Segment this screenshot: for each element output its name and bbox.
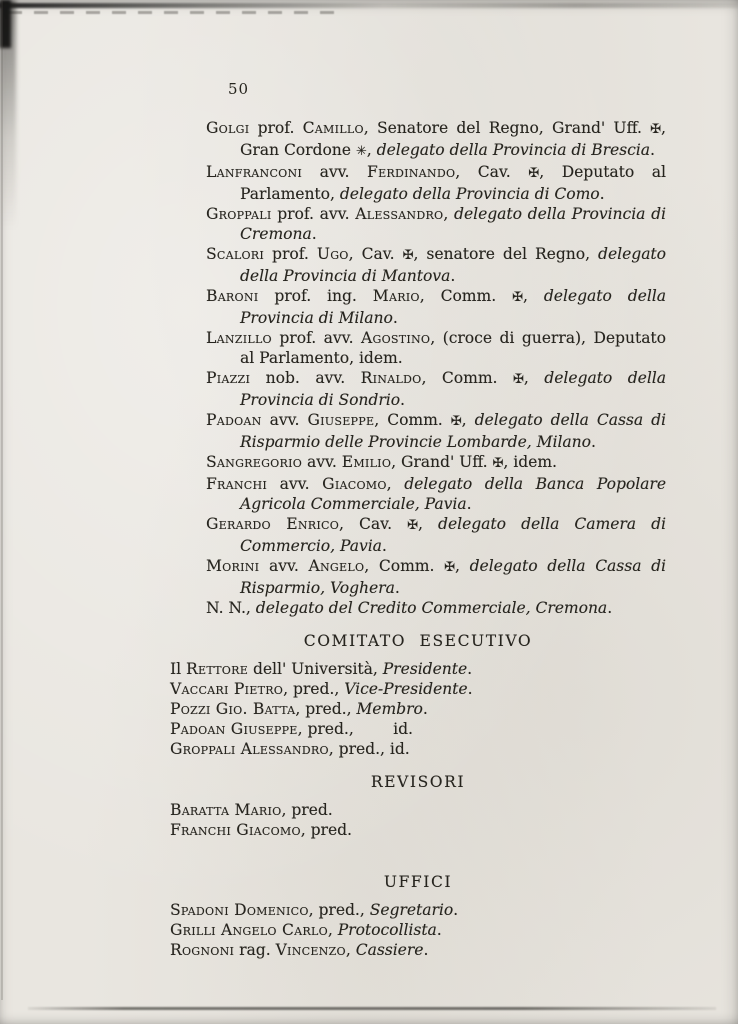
page-number: 50 bbox=[228, 80, 250, 98]
decoration-cross-icon: ✳ bbox=[355, 144, 367, 159]
text-segment: Mario bbox=[372, 287, 420, 305]
list-entry bbox=[170, 474, 666, 514]
text-segment: . bbox=[607, 599, 613, 617]
text-segment: avv. bbox=[261, 411, 308, 429]
text-segment: , Senatore del Regno, Grand' Uff. bbox=[363, 119, 651, 137]
list-entry bbox=[170, 410, 666, 452]
text-segment: prof. bbox=[264, 245, 317, 263]
text-segment: Ferdinando bbox=[367, 163, 456, 181]
text-segment: , pred., id. bbox=[297, 720, 413, 738]
scan-mark-corner-topleft bbox=[0, 0, 11, 48]
text-segment: . bbox=[466, 495, 472, 513]
text-segment: , Comm. bbox=[374, 411, 451, 429]
text-segment: , bbox=[345, 941, 356, 959]
list-entry bbox=[170, 556, 666, 598]
text-segment: . bbox=[392, 309, 398, 327]
text-segment: delegato della Provincia di Brescia bbox=[376, 141, 650, 159]
list-entry bbox=[170, 162, 666, 204]
text-segment: , bbox=[461, 411, 475, 429]
list-entry bbox=[170, 452, 666, 474]
text-segment: avv. bbox=[267, 475, 323, 493]
decoration-cross-icon: ✠ bbox=[512, 290, 523, 305]
text-segment: . bbox=[590, 433, 596, 451]
section-heading: REVISORI bbox=[370, 773, 466, 791]
text-segment: Membro bbox=[356, 700, 423, 718]
list-entry bbox=[170, 739, 666, 759]
text-segment: , bbox=[523, 369, 545, 387]
text-segment: delegato della Banca Popolare Agricola Commerciale, Pavia bbox=[240, 475, 666, 513]
list-entry bbox=[170, 699, 666, 719]
text-segment: . bbox=[453, 901, 459, 919]
text-segment: . bbox=[394, 579, 400, 597]
text-segment: avv. bbox=[259, 557, 309, 575]
text-segment: Franchi bbox=[206, 475, 268, 493]
text-segment: . bbox=[650, 141, 655, 159]
list-entry bbox=[170, 368, 666, 410]
text-segment: , bbox=[366, 141, 377, 159]
list-entry bbox=[170, 514, 666, 556]
text-segment: . bbox=[436, 921, 442, 939]
text-segment: , idem. bbox=[503, 453, 557, 471]
text-segment: Rettore bbox=[186, 660, 249, 678]
text-segment: nob. avv. bbox=[250, 369, 361, 387]
decoration-cross-icon: ✠ bbox=[492, 456, 504, 471]
decoration-cross-icon: ✠ bbox=[528, 166, 540, 181]
list-entry bbox=[170, 598, 666, 618]
text-segment: Lanzillo bbox=[206, 329, 272, 347]
text-segment: , pred., id. bbox=[328, 740, 410, 758]
text-segment: . bbox=[400, 391, 405, 409]
text-segment: Giuseppe bbox=[307, 411, 375, 429]
text-segment: Morini bbox=[206, 557, 260, 575]
list-entry bbox=[170, 118, 666, 162]
text-segment: Vincenzo bbox=[275, 941, 346, 959]
text-block bbox=[170, 118, 666, 960]
text-segment: delegato della Provincia di Sondrio bbox=[240, 369, 666, 409]
list-entry bbox=[170, 244, 666, 286]
text-segment: , bbox=[455, 557, 470, 575]
text-segment: prof. avv. bbox=[271, 205, 356, 223]
text-segment: , Comm. bbox=[419, 287, 513, 305]
section-heading: UFFICI bbox=[383, 873, 453, 891]
text-segment: prof. avv. bbox=[271, 329, 361, 347]
text-segment: avv. bbox=[302, 453, 342, 471]
text-segment: Franchi Giacomo bbox=[170, 821, 301, 839]
text-segment: . bbox=[423, 941, 429, 959]
text-segment: Baroni bbox=[206, 287, 259, 305]
text-segment: delegato della Provincia di Mantova bbox=[240, 245, 666, 285]
list-entry bbox=[170, 679, 666, 699]
list-entry bbox=[170, 286, 666, 328]
text-segment: Padoan bbox=[206, 411, 262, 429]
text-segment: , Deputato al Parlamento, bbox=[240, 163, 666, 203]
decoration-cross-icon: ✠ bbox=[450, 414, 462, 429]
text-segment: Vaccari Pietro bbox=[170, 680, 284, 698]
text-segment: Segretario bbox=[369, 901, 454, 919]
text-segment: dell' Università, bbox=[248, 660, 383, 678]
text-segment: Alessandro bbox=[355, 205, 444, 223]
list-entry bbox=[170, 719, 666, 739]
text-segment: , Gran Cordone bbox=[240, 119, 666, 159]
text-segment: , pred. bbox=[281, 801, 333, 819]
text-segment: Agostino bbox=[360, 329, 431, 347]
text-segment: delegato della Camera di Commercio, Pavia bbox=[240, 515, 666, 555]
text-segment: Grilli Angelo Carlo bbox=[170, 921, 328, 939]
text-segment: Golgi bbox=[206, 119, 250, 137]
list-entry bbox=[170, 800, 666, 820]
text-segment: . bbox=[450, 267, 456, 285]
text-segment: Padoan Giuseppe bbox=[170, 720, 298, 738]
text-segment: , senatore del Regno, bbox=[413, 245, 599, 263]
text-segment: rag. bbox=[234, 941, 276, 959]
list-entry bbox=[170, 328, 666, 368]
text-segment: Scalori bbox=[206, 245, 265, 263]
text-segment: delegato del Credito Commerciale, Cremona bbox=[255, 599, 608, 617]
text-segment: , Comm. bbox=[421, 369, 513, 387]
text-segment: , bbox=[386, 475, 405, 493]
text-segment: Lanfranconi bbox=[206, 163, 303, 181]
text-segment: , pred., bbox=[295, 700, 357, 718]
text-segment: , Comm. bbox=[364, 557, 445, 575]
text-segment: Camillo bbox=[302, 119, 364, 137]
text-segment: , Grand' Uff. bbox=[391, 453, 493, 471]
text-segment: , pred., bbox=[308, 901, 370, 919]
decoration-cross-icon: ✠ bbox=[650, 122, 662, 137]
text-segment: prof. bbox=[249, 119, 303, 137]
text-segment: Rinaldo bbox=[360, 369, 422, 387]
text-segment: Rognoni bbox=[170, 941, 235, 959]
text-segment: Baratta Mario bbox=[170, 801, 282, 819]
text-segment: . bbox=[381, 537, 387, 555]
scan-smudge-top bbox=[0, 3, 738, 8]
text-segment: Il bbox=[170, 660, 187, 678]
text-segment: delegato della Provincia di Milano bbox=[240, 287, 666, 327]
section-heading: COMITATO ESECUTIVO bbox=[303, 632, 533, 650]
text-segment: Sangregorio bbox=[206, 453, 303, 471]
text-segment: avv. bbox=[302, 163, 368, 181]
text-segment: N. N., bbox=[206, 599, 256, 617]
text-segment: Giacomo bbox=[322, 475, 387, 493]
scan-line-bottom bbox=[28, 1007, 716, 1010]
text-segment: Piazzi bbox=[206, 369, 251, 387]
decoration-cross-icon: ✠ bbox=[512, 372, 524, 387]
text-segment: Presidente bbox=[382, 660, 468, 678]
text-segment: . bbox=[422, 700, 428, 718]
text-segment: Angelo bbox=[308, 557, 365, 575]
scan-strip-left bbox=[0, 0, 16, 230]
text-segment: , pred. bbox=[300, 821, 352, 839]
text-segment: , Cav. bbox=[455, 163, 529, 181]
text-segment: delegato della Cassa di Risparmio, Voghera bbox=[240, 557, 667, 597]
text-segment: Pozzi Gio. Batta bbox=[170, 700, 296, 718]
text-segment: . bbox=[467, 680, 473, 698]
text-segment: delegato della Provincia di Como bbox=[339, 185, 600, 203]
text-segment: prof. ing. bbox=[258, 287, 373, 305]
list-entry bbox=[170, 900, 666, 920]
text-segment: . bbox=[467, 660, 473, 678]
text-segment: Groppali Alessandro bbox=[170, 740, 329, 758]
list-entry bbox=[170, 820, 666, 840]
text-segment: , bbox=[327, 921, 338, 939]
decoration-cross-icon: ✠ bbox=[402, 248, 414, 263]
text-segment: Cassiere bbox=[355, 941, 424, 959]
text-segment: Protocollista bbox=[337, 921, 437, 939]
text-segment: , bbox=[522, 287, 544, 305]
list-entry bbox=[170, 940, 666, 960]
decoration-cross-icon: ✠ bbox=[407, 518, 419, 533]
scan-smudge-top-dashes bbox=[8, 11, 338, 14]
text-segment: , bbox=[418, 515, 439, 533]
text-segment: . bbox=[311, 225, 317, 243]
text-segment: Emilio bbox=[341, 453, 392, 471]
text-segment: delegato della Cassa di Risparmio delle Provincie Lombarde, Milano bbox=[240, 411, 667, 451]
text-segment: Spadoni Domenico bbox=[170, 901, 309, 919]
text-segment: , Cav. bbox=[348, 245, 403, 263]
list-entry bbox=[170, 659, 666, 679]
text-segment: , bbox=[443, 205, 455, 223]
text-segment: Vice-Presidente bbox=[344, 680, 468, 698]
text-segment: , pred., bbox=[283, 680, 345, 698]
text-segment: , (croce di guerra), Deputato al Parlamento, idem. bbox=[240, 329, 666, 367]
decoration-cross-icon: ✠ bbox=[444, 560, 455, 575]
text-segment: Groppali bbox=[206, 205, 272, 223]
text-segment: Ugo bbox=[316, 245, 349, 263]
text-segment: . bbox=[599, 185, 605, 203]
scan-line-left bbox=[1, 0, 3, 1000]
text-segment: Gerardo Enrico bbox=[206, 515, 340, 533]
text-segment: delegato della Provincia di Cremona bbox=[240, 205, 666, 243]
list-entry bbox=[170, 920, 666, 940]
list-entry bbox=[170, 204, 666, 244]
text-segment: , Cav. bbox=[339, 515, 408, 533]
